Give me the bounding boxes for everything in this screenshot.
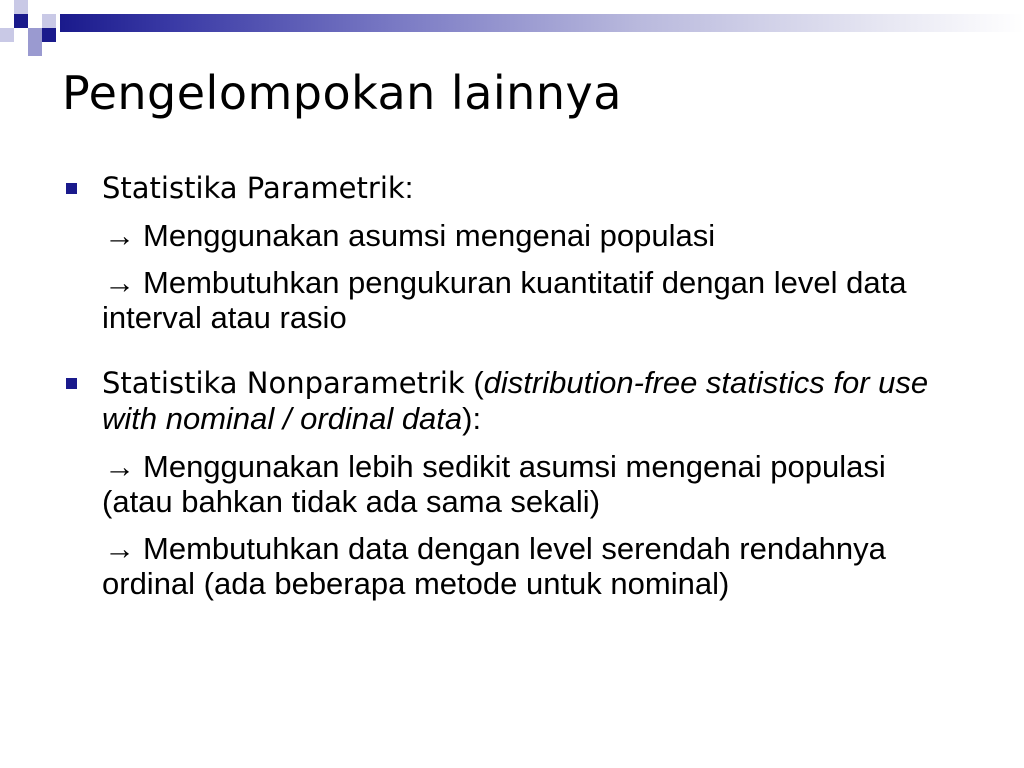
sub-point-text: Menggunakan asumsi mengenai populasi — [143, 218, 716, 253]
spacer — [62, 335, 962, 365]
sub-point-text: Membutuhkan data dengan level serendah rendahnya ordinal (ada beberapa metode untuk nominal) — [102, 531, 886, 601]
decor-square — [42, 14, 56, 28]
decor-square — [28, 28, 42, 42]
paren-close: ): — [462, 401, 482, 436]
arrow-right-icon: → — [104, 218, 135, 253]
square-bullet-icon — [66, 378, 77, 389]
decor-square — [14, 0, 28, 14]
bullet-lead — [102, 170, 962, 206]
sub-point-text: Menggunakan lebih sedikit asumsi mengenai populasi (atau bahkan tidak ada sama sekali) — [102, 449, 886, 519]
italic-note: distribution-free statistics for use with nominal / ordinal data — [102, 365, 929, 436]
slide-title: Pengelompokan lainnya — [62, 66, 622, 120]
bullet-lead — [102, 365, 962, 437]
arrow-right-icon: → — [104, 531, 135, 566]
sub-point — [102, 449, 962, 519]
term-suffix: : — [404, 170, 414, 205]
header-gradient-bar — [60, 14, 1024, 32]
slide-body — [62, 170, 962, 601]
header-decoration — [0, 0, 1024, 60]
sub-point — [102, 531, 962, 601]
arrow-right-icon: → — [104, 265, 135, 300]
decor-square — [42, 28, 56, 42]
arrow-right-icon: → — [104, 449, 135, 484]
decor-square — [14, 14, 28, 28]
paren-open: ( — [464, 365, 484, 400]
bullet-item-nonparametric — [62, 365, 962, 601]
bullet-term: Statistika Parametrik — [102, 171, 405, 205]
decor-square — [0, 28, 14, 42]
sub-point — [102, 265, 962, 335]
square-bullet-icon — [66, 183, 77, 194]
sub-point-text: Membutuhkan pengukuran kuantitatif dengan level data interval atau rasio — [102, 265, 907, 335]
bullet-item-parametric — [62, 170, 962, 335]
sub-point — [102, 218, 962, 253]
bullet-term: Statistika Nonparametrik — [102, 366, 465, 400]
decor-square — [28, 42, 42, 56]
